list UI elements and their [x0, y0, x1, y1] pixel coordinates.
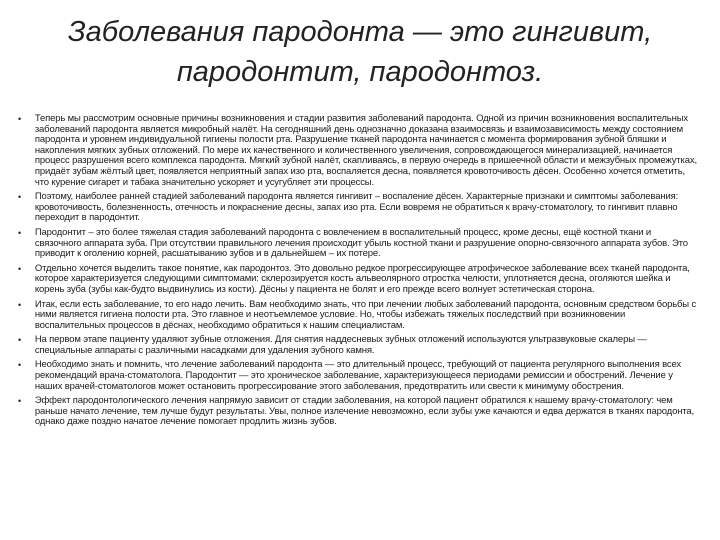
list-item [18, 192, 697, 224]
bullet-icon: • [18, 263, 21, 274]
paragraph-text: Необходимо знать и помнить, что лечение заболеваний пародонта — это длительный процесс, требующий от пациента регулярного выполнения всех рекомендаций врача-стоматолога. Пародонтит — это хроническое заболевание, характеризующееся периодами ремиссии и обострений. Лечение у наших врачей-стоматологов может остановить прогрессирование этого заболевания, предотвратить или свести к минимуму обострения. [34, 359, 682, 392]
paragraph-text: Теперь мы рассмотрим основные причины возникновения и стадии развития заболеваний пародонта. Одной из причин возникновения воспалительных заболеваний пародонта является микробный налёт. На сегодняшний день однозначно доказана взаимосвязь и взаимозависимость между состоянием пародонта и уровнем индивидуальной гигиены полости рта. Разрушение тканей пародонта начинается с момента формирования зубной бляшки и накопления мягких зубных отложений. По мере их качественного и количественного увеличения, сопровождающегося минерализацией, начинается процесс разрушения всего комплекса пародонта. Мягкий зубной налёт, скапливаясь, в первую очередь в пришеечной области и межзубных промежутках, придаёт зубам жёлтый цвет, появляется неприятный запах изо рта, воспаляется десна, появляется кровоточивость дёсен. Особенно хочется отметить, что курение сигарет и табака значительно ускоряет и усугубляет эти процессы. [34, 113, 697, 188]
paragraph-text: Эффект пародонтологического лечения напрямую зависит от стадии заболевания, на которой пациент обратился к нашему врачу-стоматологу: чем раньше начато лечение, тем лучше будут результаты. Увы, полное излечение невозможно, если зубы уже качаются и едва держатся в тканях пародонта, однако даже поздно начатое лечение помогает продлить жизнь зубов. [34, 395, 695, 428]
bullet-list [18, 114, 704, 432]
paragraph-text: Отдельно хочется выделить такое понятие, как пародонтоз. Это довольно редкое прогрессирующее атрофическое заболевание всех тканей пародонта, которое характеризуется следующими симптомами: склерозируется кость альвеолярного отростка челюсти, уплотняется десна, оголяются шейка и корень зуба (зубы как-будто выдвинулись из кости). Дёсны у пациента не болят и его прежде всего волнует эстетическая сторона. [34, 262, 690, 295]
paragraph-text: На первом этапе пациенту удаляют зубные отложения. Для снятия наддесневых зубных отложений используются ультразвуковые скалеры — специальные аппараты с различными насадками для удаления зубного камня. [34, 334, 647, 356]
bullet-icon: • [18, 227, 21, 238]
paragraph-text: Итак, если есть заболевание, то его надо лечить. Вам необходимо знать, что при лечении любых заболеваний пародонта, основным средством борьбы с ними является гигиена полости рта. Это главное и неотъемлемое условие. Но, чтобы избежать тяжелых последствий при возникновении воспалительных процессов в дёснах, необходимо обратиться к нашим специалистам. [34, 298, 697, 331]
bullet-icon: • [18, 396, 21, 407]
list-item [18, 264, 697, 296]
bullet-icon: • [18, 114, 21, 124]
slide-title: Заболевания пародонта — это гингивит, пародонтит, пародонтоз. [67, 16, 653, 88]
paragraph-text: Поэтому, наиболее ранней стадией заболеваний пародонта является гингивит – воспаление дёсен. Характерные признаки и симптомы заболевания: кровоточивость, болезненность, отечность и покраснение десны, запах изо рта. Если вовремя не обратиться к врачу-стоматологу, то гингивит плавно переходит в пародонтит. [34, 191, 679, 224]
bullet-icon: • [18, 299, 21, 310]
bullet-icon: • [18, 360, 21, 371]
list-item [18, 335, 697, 356]
list-item [18, 360, 697, 392]
bullet-icon: • [18, 335, 21, 346]
bullet-icon: • [18, 192, 21, 203]
paragraph-text: Пародонтит – это более тяжелая стадия заболеваний пародонта с вовлечением в воспалительный процесс, кроме десны, ещё костной ткани и связочного аппарата зуба. При отсутствии правильного лечения происходит убыль костной ткани и разрушение опорно-связочного аппарата зубов. Это приводит к оголению корней, расшатыванию зубов и в дальнейшем – их потере. [34, 226, 688, 260]
list-item [18, 228, 697, 260]
list-item [18, 300, 697, 332]
list-item [18, 396, 697, 428]
list-item [18, 114, 697, 188]
